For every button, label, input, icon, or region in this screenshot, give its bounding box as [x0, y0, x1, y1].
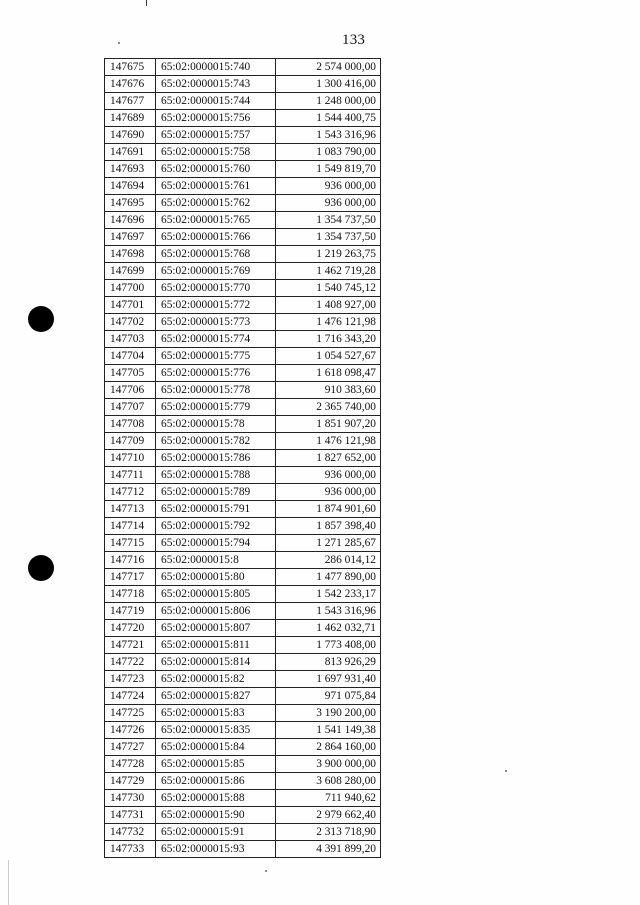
cadastral-number-cell: 65:02:0000015:772 [156, 297, 276, 314]
row-number-cell: 147719 [105, 603, 156, 620]
cadastral-number-cell: 65:02:0000015:788 [156, 467, 276, 484]
row-number-cell: 147710 [105, 450, 156, 467]
table-row [105, 620, 381, 637]
cadastral-value-cell: 1 540 745,12 [276, 280, 381, 297]
table-row [105, 501, 381, 518]
scan-edge [8, 860, 9, 905]
cadastral-value-cell: 1 827 652,00 [276, 450, 381, 467]
row-number-cell: 147717 [105, 569, 156, 586]
cadastral-value-cell: 3 900 000,00 [276, 756, 381, 773]
row-number-cell: 147709 [105, 433, 156, 450]
cadastral-value-cell: 1 271 285,67 [276, 535, 381, 552]
cadastral-value-cell: 1 408 927,00 [276, 297, 381, 314]
cadastral-number-cell: 65:02:0000015:8 [156, 552, 276, 569]
table-row [105, 280, 381, 297]
cadastral-number-cell: 65:02:0000015:786 [156, 450, 276, 467]
table-row [105, 144, 381, 161]
cadastral-value-cell: 971 075,84 [276, 688, 381, 705]
cadastral-number-cell: 65:02:0000015:814 [156, 654, 276, 671]
cadastral-value-cell: 1 476 121,98 [276, 433, 381, 450]
cadastral-number-cell: 65:02:0000015:766 [156, 229, 276, 246]
cadastral-number-cell: 65:02:0000015:757 [156, 127, 276, 144]
cadastral-number-cell: 65:02:0000015:811 [156, 637, 276, 654]
cadastral-value-cell: 711 940,62 [276, 790, 381, 807]
punch-hole [28, 555, 54, 581]
row-number-cell: 147689 [105, 110, 156, 127]
row-number-cell: 147708 [105, 416, 156, 433]
table-row [105, 790, 381, 807]
cadastral-number-cell: 65:02:0000015:82 [156, 671, 276, 688]
cadastral-number-cell: 65:02:0000015:807 [156, 620, 276, 637]
row-number-cell: 147727 [105, 739, 156, 756]
table-row [105, 705, 381, 722]
cadastral-value-cell: 286 014,12 [276, 552, 381, 569]
cadastral-value-cell: 2 313 718,90 [276, 824, 381, 841]
cadastral-value-cell: 1 874 901,60 [276, 501, 381, 518]
cadastral-number-cell: 65:02:0000015:85 [156, 756, 276, 773]
cadastral-number-cell: 65:02:0000015:827 [156, 688, 276, 705]
row-number-cell: 147724 [105, 688, 156, 705]
cadastral-value-cell: 1 477 890,00 [276, 569, 381, 586]
cadastral-number-cell: 65:02:0000015:794 [156, 535, 276, 552]
table-row [105, 416, 381, 433]
cadastral-value-cell: 1 083 790,00 [276, 144, 381, 161]
cadastral-number-cell: 65:02:0000015:93 [156, 841, 276, 858]
cadastral-value-cell: 1 716 343,20 [276, 331, 381, 348]
cadastral-value-cell: 936 000,00 [276, 195, 381, 212]
table-row [105, 59, 381, 76]
cadastral-value-cell: 4 391 899,20 [276, 841, 381, 858]
table-row [105, 773, 381, 790]
cadastral-number-cell: 65:02:0000015:91 [156, 824, 276, 841]
cadastral-number-cell: 65:02:0000015:791 [156, 501, 276, 518]
table-row [105, 671, 381, 688]
cadastral-number-cell: 65:02:0000015:769 [156, 263, 276, 280]
row-number-cell: 147695 [105, 195, 156, 212]
row-number-cell: 147704 [105, 348, 156, 365]
table-row [105, 246, 381, 263]
row-number-cell: 147699 [105, 263, 156, 280]
row-number-cell: 147732 [105, 824, 156, 841]
punch-hole [28, 306, 54, 332]
row-number-cell: 147726 [105, 722, 156, 739]
table-row [105, 365, 381, 382]
table-row [105, 467, 381, 484]
cadastral-number-cell: 65:02:0000015:835 [156, 722, 276, 739]
cadastral-value-cell: 2 574 000,00 [276, 59, 381, 76]
cadastral-number-cell: 65:02:0000015:792 [156, 518, 276, 535]
cadastral-value-cell: 1 476 121,98 [276, 314, 381, 331]
cadastral-value-cell: 2 864 160,00 [276, 739, 381, 756]
table-row [105, 229, 381, 246]
row-number-cell: 147718 [105, 586, 156, 603]
row-number-cell: 147701 [105, 297, 156, 314]
table-row [105, 195, 381, 212]
table-row [105, 433, 381, 450]
cadastral-value-cell: 1 549 819,70 [276, 161, 381, 178]
cadastral-value-cell: 3 190 200,00 [276, 705, 381, 722]
cadastral-value-cell: 1 462 719,28 [276, 263, 381, 280]
table-row [105, 552, 381, 569]
cadastral-value-cell: 1 054 527,67 [276, 348, 381, 365]
cadastral-number-cell: 65:02:0000015:805 [156, 586, 276, 603]
scan-speck [265, 870, 267, 872]
row-number-cell: 147677 [105, 93, 156, 110]
cadastral-number-cell: 65:02:0000015:782 [156, 433, 276, 450]
cadastral-value-cell: 936 000,00 [276, 178, 381, 195]
row-number-cell: 147702 [105, 314, 156, 331]
row-number-cell: 147723 [105, 671, 156, 688]
row-number-cell: 147690 [105, 127, 156, 144]
cadastral-number-cell: 65:02:0000015:88 [156, 790, 276, 807]
cadastral-number-cell: 65:02:0000015:762 [156, 195, 276, 212]
cadastral-value-cell: 813 926,29 [276, 654, 381, 671]
row-number-cell: 147694 [105, 178, 156, 195]
cadastral-number-cell: 65:02:0000015:78 [156, 416, 276, 433]
cadastral-number-cell: 65:02:0000015:765 [156, 212, 276, 229]
table-row [105, 263, 381, 280]
table-row [105, 297, 381, 314]
row-number-cell: 147731 [105, 807, 156, 824]
table-row [105, 637, 381, 654]
table-row [105, 841, 381, 858]
row-number-cell: 147729 [105, 773, 156, 790]
cadastral-value-cell: 3 608 280,00 [276, 773, 381, 790]
row-number-cell: 147700 [105, 280, 156, 297]
table-row [105, 586, 381, 603]
cadastral-number-cell: 65:02:0000015:744 [156, 93, 276, 110]
table-row [105, 110, 381, 127]
row-number-cell: 147728 [105, 756, 156, 773]
table-row [105, 314, 381, 331]
cadastral-number-cell: 65:02:0000015:776 [156, 365, 276, 382]
cadastral-number-cell: 65:02:0000015:773 [156, 314, 276, 331]
row-number-cell: 147698 [105, 246, 156, 263]
cadastral-number-cell: 65:02:0000015:806 [156, 603, 276, 620]
cadastral-number-cell: 65:02:0000015:770 [156, 280, 276, 297]
cadastral-value-cell: 2 979 662,40 [276, 807, 381, 824]
cadastral-value-cell: 1 542 233,17 [276, 586, 381, 603]
cadastral-number-cell: 65:02:0000015:774 [156, 331, 276, 348]
table-row [105, 824, 381, 841]
row-number-cell: 147705 [105, 365, 156, 382]
table-row [105, 161, 381, 178]
row-number-cell: 147706 [105, 382, 156, 399]
table-row [105, 518, 381, 535]
row-number-cell: 147711 [105, 467, 156, 484]
table-row [105, 484, 381, 501]
scan-speck [118, 42, 120, 44]
table-row [105, 76, 381, 93]
cadastral-value-cell: 1 851 907,20 [276, 416, 381, 433]
cadastral-value-table [104, 58, 381, 858]
cadastral-value-cell: 1 300 416,00 [276, 76, 381, 93]
scan-mark [146, 0, 147, 6]
row-number-cell: 147713 [105, 501, 156, 518]
cadastral-value-cell: 1 219 263,75 [276, 246, 381, 263]
scan-speck [505, 770, 507, 772]
cadastral-number-cell: 65:02:0000015:80 [156, 569, 276, 586]
cadastral-value-cell: 1 354 737,50 [276, 212, 381, 229]
row-number-cell: 147693 [105, 161, 156, 178]
cadastral-value-cell: 1 697 931,40 [276, 671, 381, 688]
table-row [105, 348, 381, 365]
cadastral-value-cell: 1 543 316,96 [276, 603, 381, 620]
cadastral-value-cell: 1 462 032,71 [276, 620, 381, 637]
cadastral-number-cell: 65:02:0000015:758 [156, 144, 276, 161]
table-row [105, 603, 381, 620]
cadastral-value-cell: 936 000,00 [276, 484, 381, 501]
cadastral-number-cell: 65:02:0000015:83 [156, 705, 276, 722]
row-number-cell: 147730 [105, 790, 156, 807]
row-number-cell: 147733 [105, 841, 156, 858]
table-row [105, 127, 381, 144]
cadastral-value-cell: 1 773 408,00 [276, 637, 381, 654]
cadastral-number-cell: 65:02:0000015:779 [156, 399, 276, 416]
table-row [105, 331, 381, 348]
cadastral-number-cell: 65:02:0000015:86 [156, 773, 276, 790]
cadastral-number-cell: 65:02:0000015:789 [156, 484, 276, 501]
row-number-cell: 147691 [105, 144, 156, 161]
row-number-cell: 147696 [105, 212, 156, 229]
cadastral-number-cell: 65:02:0000015:740 [156, 59, 276, 76]
cadastral-number-cell: 65:02:0000015:775 [156, 348, 276, 365]
cadastral-value-cell: 910 383,60 [276, 382, 381, 399]
row-number-cell: 147720 [105, 620, 156, 637]
cadastral-value-cell: 936 000,00 [276, 467, 381, 484]
cadastral-value-cell: 1 618 098,47 [276, 365, 381, 382]
row-number-cell: 147722 [105, 654, 156, 671]
cadastral-value-cell: 1 544 400,75 [276, 110, 381, 127]
cadastral-number-cell: 65:02:0000015:743 [156, 76, 276, 93]
row-number-cell: 147703 [105, 331, 156, 348]
row-number-cell: 147697 [105, 229, 156, 246]
row-number-cell: 147725 [105, 705, 156, 722]
table-row [105, 807, 381, 824]
cadastral-value-cell: 2 365 740,00 [276, 399, 381, 416]
row-number-cell: 147716 [105, 552, 156, 569]
cadastral-number-cell: 65:02:0000015:761 [156, 178, 276, 195]
table-row [105, 450, 381, 467]
table-row [105, 654, 381, 671]
row-number-cell: 147707 [105, 399, 156, 416]
row-number-cell: 147675 [105, 59, 156, 76]
page-number: 133 [342, 32, 366, 48]
table-row [105, 688, 381, 705]
cadastral-number-cell: 65:02:0000015:760 [156, 161, 276, 178]
cadastral-number-cell: 65:02:0000015:90 [156, 807, 276, 824]
cadastral-value-cell: 1 541 149,38 [276, 722, 381, 739]
row-number-cell: 147715 [105, 535, 156, 552]
cadastral-number-cell: 65:02:0000015:768 [156, 246, 276, 263]
row-number-cell: 147712 [105, 484, 156, 501]
row-number-cell: 147676 [105, 76, 156, 93]
row-number-cell: 147714 [105, 518, 156, 535]
table-row [105, 756, 381, 773]
row-number-cell: 147721 [105, 637, 156, 654]
table-row [105, 399, 381, 416]
table-row [105, 722, 381, 739]
cadastral-number-cell: 65:02:0000015:778 [156, 382, 276, 399]
table-row [105, 178, 381, 195]
cadastral-value-cell: 1 248 000,00 [276, 93, 381, 110]
table-row [105, 212, 381, 229]
table-row [105, 535, 381, 552]
cadastral-number-cell: 65:02:0000015:756 [156, 110, 276, 127]
cadastral-number-cell: 65:02:0000015:84 [156, 739, 276, 756]
cadastral-value-cell: 1 857 398,40 [276, 518, 381, 535]
table-row [105, 569, 381, 586]
table-row [105, 382, 381, 399]
table-body [105, 59, 381, 858]
table-row [105, 93, 381, 110]
cadastral-value-cell: 1 354 737,50 [276, 229, 381, 246]
table-row [105, 739, 381, 756]
cadastral-value-cell: 1 543 316,96 [276, 127, 381, 144]
